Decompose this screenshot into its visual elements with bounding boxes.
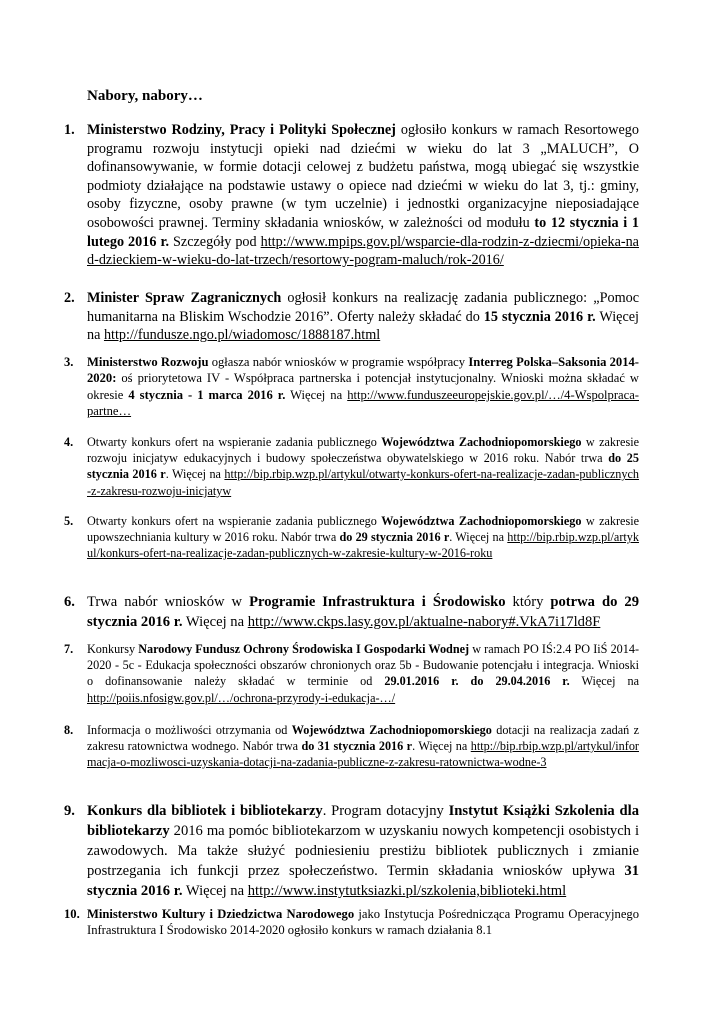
item-text: Więcej na [182, 614, 248, 630]
item-bold: Ministerstwo Rozwoju [87, 355, 209, 369]
item-bold: Programie Infrastruktura i Środowisko [249, 594, 506, 610]
item-text: ogłosił konkurs na realizację zadania publicznego: „Pomoc humanitarna na Bliskim Wschodzie 2016”. Oferty należy składać do [87, 290, 639, 325]
item-text: Trwa nabór wniosków w [87, 594, 250, 610]
item-number: 10. [64, 907, 80, 921]
item-bold: do 25 stycznia 2016 r [87, 451, 639, 482]
item-bold: potrwa do 29 stycznia 2016 r. [87, 594, 640, 630]
page-title: Nabory, nabory… [87, 88, 203, 104]
item-text: jako Instytucja Pośrednicząca Programu Operacyjnego Infrastruktura I Środowisko 2014-2020 ogłosiło konkurs w ramach działania 8.1 [87, 907, 640, 938]
item-bold: do 29 stycznia 2016 r [339, 530, 450, 545]
item-bold: Instytut Książki Szkolenia dla bibliotekarzy [87, 803, 639, 839]
item-bold: Interreg Polska–Saksonia 2014-2020: [87, 355, 640, 386]
item-number: 8. [64, 723, 74, 737]
item-bold: 4 stycznia - 1 marca 2016 r. [128, 387, 286, 402]
item-bold: Minister Spraw Zagranicznych [87, 290, 282, 306]
item-bold: 15 stycznia 2016 r. [483, 308, 596, 325]
item-text: dotacji na realizacja zadań z zakresu ratownictwa wodnego. Nabór trwa [87, 723, 640, 754]
item-text: w ramach PO IŚ:2.4 PO IiŚ 2014-2020 - 5c - Edukacja społeczności obszarów chronionych oraz 5b - Budowanie potencjału i integracja. Wnioski o dofinansowanie należy składać w terminie od [87, 642, 640, 689]
item-bold: Ministerstwo Rodziny, Pracy i Polityki Społecznej [87, 122, 396, 138]
item-text: w zakresie upowszechniania kultury w 2016 roku. Nabór trwa [87, 514, 640, 545]
list-item [64, 906, 639, 939]
item-text: ogłasza nabór wniosków w programie współpracy [208, 355, 469, 369]
item-number: 4. [64, 435, 74, 449]
item-link[interactable]: http://poiis.nfosigw.gov.pl/…/ochrona-przyrody-i-edukacja-…/ [87, 690, 396, 705]
list-item [64, 354, 639, 420]
item-text: ogłosiło konkurs w ramach Resortowego programu rozwoju instytucji opieki nad dziećmi w wieku do lat 3 „MALUCH”, O dofinansowywanie, w formie dotacji celowej z budżetu państwa, mogą ubiegać się wszystkie podmioty działające na podstawie ustawy o opiece nad dziećmi w wieku do lat 3, tj.: gminy, osoby fizyczne, osoby prawne (w tym uczelnie) i jednostki organizacyjne nieposiadające osobowości prawnej. Terminy składania wniosków, w zależności od modułu [87, 122, 639, 231]
item-text: . Więcej na [412, 739, 471, 754]
item-bold: Województwa Zachodniopomorskiego [381, 435, 582, 449]
item-link[interactable]: http://www.instytutksiazki.pl/szkolenia,biblioteki.html [247, 883, 567, 899]
item-text: Więcej na [87, 308, 639, 344]
list-item [64, 592, 639, 632]
item-bold: Ministerstwo Kultury i Dziedzictwa Narodowego [87, 907, 355, 921]
list-item [64, 722, 639, 771]
item-number: 3. [64, 355, 74, 369]
item-text: Szczegóły pod [169, 233, 261, 250]
item-link[interactable]: http://www.ckps.lasy.gov.pl/aktualne-nabory#.VkA7i17ld8F [247, 614, 601, 630]
item-link[interactable]: http://www.mpips.gov.pl/wsparcie-dla-rodzin-z-dziecmi/opieka-nad-dzieckiem-w-wieku-do-lat-trzech/resortowy-pogram-maluch/rok-2016/ [87, 233, 639, 269]
list-item [64, 641, 639, 706]
list-item [64, 434, 639, 499]
item-link[interactable]: http://bip.rbip.wzp.pl/artykul/informacja-o-mozliwosci-uzyskania-dotacji-na-zadania-publiczne-z-zakresu-ratownictwa-wodne-3 [87, 739, 639, 770]
item-bold: Województwa Zachodniopomorskiego [291, 723, 492, 737]
item-text: Informacja o możliwości otrzymania od [87, 723, 292, 737]
item-link[interactable]: http://www.funduszeeuropejskie.gov.pl/…/4-Wspolpraca-partne… [87, 387, 639, 419]
item-bold: do 31 stycznia 2016 r [301, 739, 413, 754]
item-text: Więcej na [182, 883, 248, 899]
item-bold: Konkurs dla bibliotek i bibliotekarzy [87, 803, 323, 819]
item-number: 1. [64, 122, 75, 138]
list-item [64, 801, 639, 901]
item-number: 9. [64, 803, 75, 819]
item-link[interactable]: http://bip.rbip.wzp.pl/artykul/konkurs-ofert-na-realizacje-zadan-publicznych-w-zakresie-kultury-w-2016-roku [87, 530, 639, 561]
list-item [64, 121, 639, 270]
item-text: . Więcej na [449, 530, 508, 545]
item-number: 7. [64, 642, 74, 656]
item-link[interactable]: http://bip.rbip.wzp.pl/artykul/otwarty-konkurs-ofert-na-realizacje-zadan-publicznych-z-zakresu-rozwoju-inicjatyw [87, 467, 639, 498]
item-bold: to 12 stycznia i 1 lutego 2016 r. [87, 214, 639, 250]
item-link[interactable]: http://fundusze.ngo.pl/wiadomosc/1888187.html [103, 327, 381, 344]
item-text: Więcej na [569, 674, 639, 689]
item-text: oś priorytetowa IV - Współpraca partnerska i potencjał instytucjonalny. Wnioski można składać w okresie [87, 371, 639, 402]
item-number: 2. [64, 290, 75, 306]
item-text: . Więcej na [165, 467, 225, 482]
item-bold: 31 stycznia 2016 r. [87, 863, 639, 899]
item-text: Otwarty konkurs ofert na wspieranie zadania publicznego [87, 514, 382, 528]
item-text: Otwarty konkurs ofert na wspieranie zadania publicznego [87, 435, 382, 449]
list-item [64, 289, 639, 345]
item-number: 6. [64, 594, 75, 610]
item-bold: Narodowy Fundusz Ochrony Środowiska I Gospodarki Wodnej [138, 642, 470, 656]
item-text: 2016 ma pomóc bibliotekarzom w uzyskaniu nowych kompetencji osobistych i zawodowych. Ma także służyć podniesieniu prestiżu bibliotek publicznych i zmianie postrzegania ich funkcji przez społeczeństwo. Termin składania wniosków upływa [87, 823, 639, 879]
item-bold: 29.01.2016 r. do 29.04.2016 r. [384, 674, 570, 689]
item-bold: Województwa Zachodniopomorskiego [381, 514, 582, 528]
list-item [64, 513, 639, 562]
item-text: . Program dotacyjny [322, 803, 449, 819]
item-number: 5. [64, 514, 74, 528]
item-text: Więcej na [285, 387, 348, 402]
item-text: Konkursy [87, 642, 139, 656]
item-text: który [505, 594, 551, 610]
item-text: w zakresie rozwoju inicjatyw edukacyjnych i budowy społeczeństwa obywatelskiego w 2016 roku. Nabór trwa [87, 435, 640, 466]
